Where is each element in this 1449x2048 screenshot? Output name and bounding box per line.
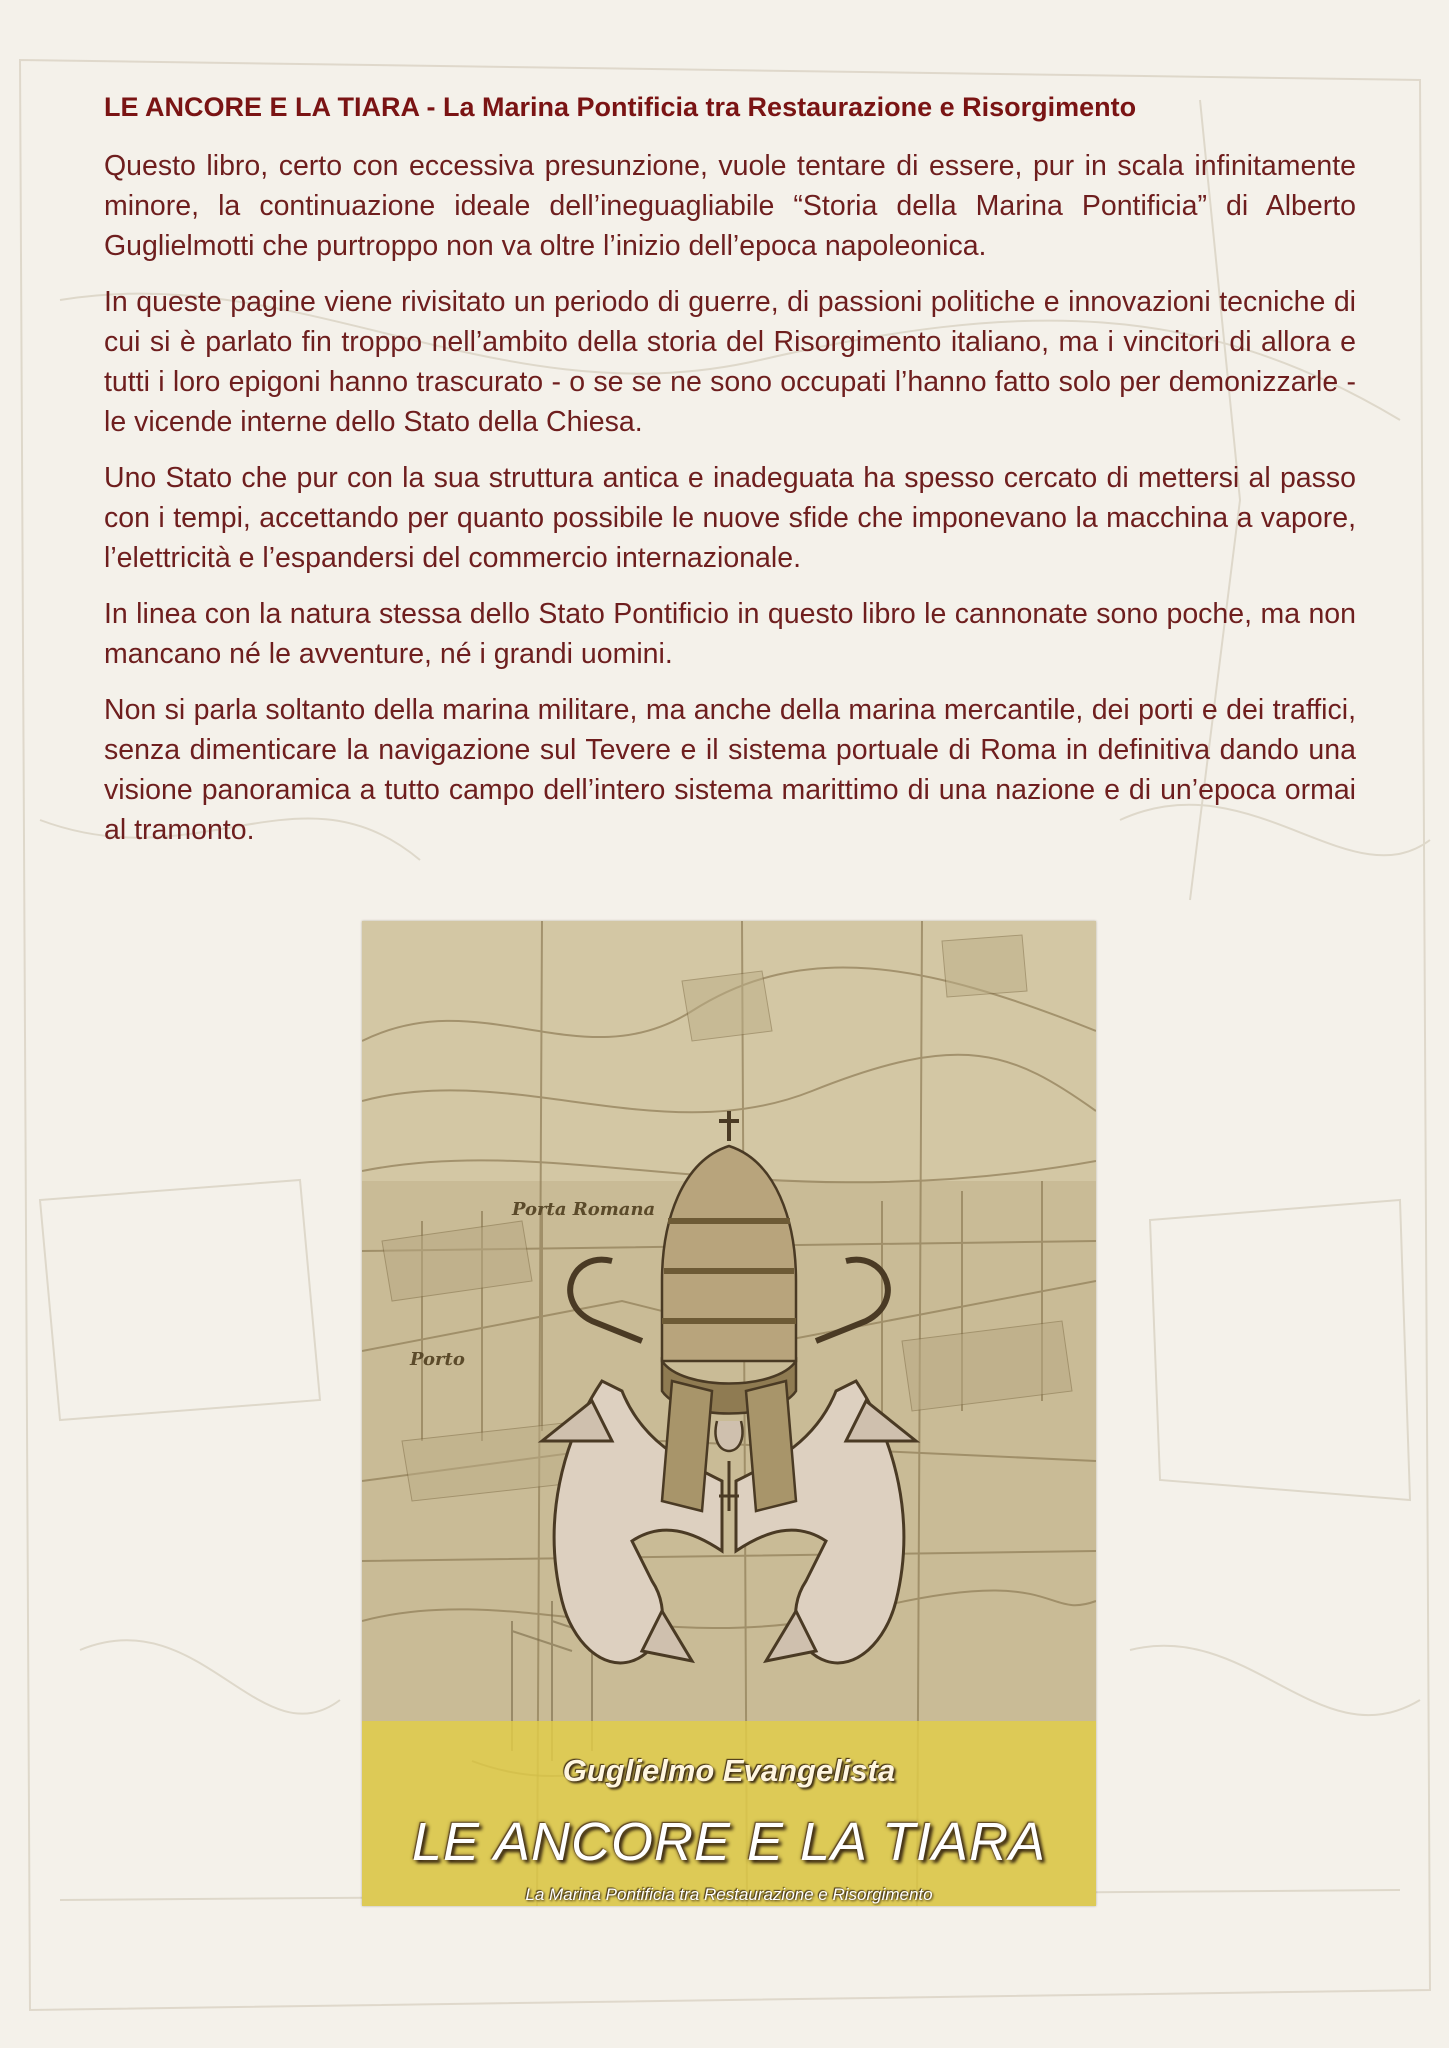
paragraph-5: Non si parla soltanto della marina militare, ma anche della marina mercantile, dei porti e dei traffici, senza dimenticare la navigazione sul Tevere e il sistema portuale di Roma in definitiva dando una visione panoramica a tutto campo dell’intero sistema marittimo di una nazione e di un’epoca ormai al tramonto. — [104, 694, 1356, 846]
document-title: LE ANCORE E LA TIARA - La Marina Pontificia tra Restaurazione e Risorgimento — [104, 92, 1137, 122]
paragraph-3: Uno Stato che pur con la sua struttura antica e inadeguata ha spesso cercato di mettersi al passo con i tempi, accettando per quanto possibile le nuove sfide che imponevano la macchina a vapore, l’elettricità e l’espandersi del commercio internazionale. — [104, 462, 1356, 574]
paragraph-2: In queste pagine viene rivisitato un periodo di guerre, di passioni politiche e innovazioni tecniche di cui si è parlato fin troppo nell’ambito della storia del Risorgimento italiano, ma i vincitori di allora e tutti i loro epigoni hanno trascurato - o se se ne sono occupati l’hanno fatto solo per demonizzarle - le vicende interne dello Stato della Chiesa. — [104, 286, 1356, 438]
cover-author: Guglielmo Evangelista — [562, 1753, 896, 1788]
map-label-porto: Porto — [410, 1349, 465, 1370]
cover-title: LE ANCORE E LA TIARA — [411, 1812, 1047, 1872]
document-body — [104, 146, 1356, 866]
book-cover-image — [362, 921, 1096, 1906]
paragraph-1: Questo libro, certo con eccessiva presunzione, vuole tentare di essere, pur in scala infinitamente minore, la continuazione ideale dell’ineguagliabile “Storia della Marina Pontificia” di Alberto Guglielmotti che purtroppo non va oltre l’inizio dell’epoca napoleonica. — [104, 150, 1356, 262]
cover-subtitle: La Marina Pontificia tra Restaurazione e Risorgimento — [525, 1885, 933, 1904]
paragraph-4: In linea con la natura stessa dello Stato Pontificio in questo libro le cannonate sono poche, ma non mancano né le avventure, né i grandi uomini. — [104, 598, 1356, 670]
map-label-porta-romana: Porta Romana — [512, 1199, 656, 1220]
